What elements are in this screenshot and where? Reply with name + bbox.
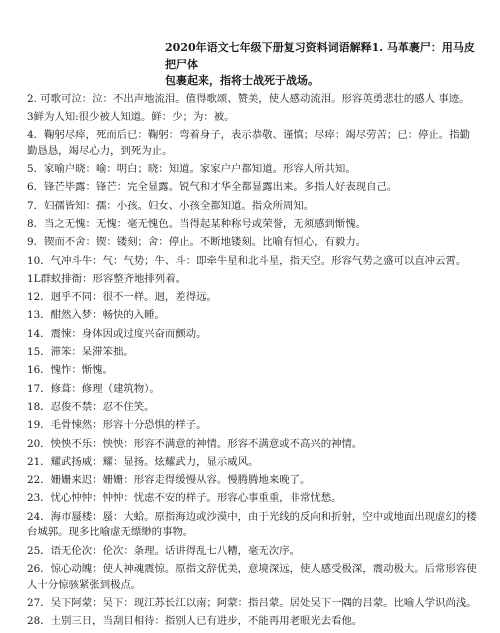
list-item: 2. 可歌可泣：泣：不出声地流泪。值得歌颂、赞美，使人感动流泪。形容英勇悲壮的感人 事迹。 — [27, 92, 470, 105]
list-item: 17．修葺：修理（建筑物）。 — [27, 382, 160, 395]
list-item: 6．锋芒毕露：锋芒：完全显露。锐气和才华全都显露出来。多指人好表现自己。 — [27, 181, 398, 194]
list-item: 16．愧怍：惭愧。 — [27, 364, 113, 377]
list-item: 4．鞠躬尽瘁，死而后已：鞠躬：弯着身子，表示恭敬、谨慎；尽瘁：竭尽劳苦；已：停止。指勤勤恳恳，竭尽心力，到死为止。 — [27, 129, 471, 157]
list-item: 1L群蚁排衙：形容整齐地排列着。 — [27, 272, 186, 285]
list-item: 10．气冲斗牛：气：气势；牛、斗：即牵牛星和北斗星，指天空。形容气势之盛可以直冲云霄。 — [27, 254, 467, 267]
list-item: 25．语无伦次：伦次：条理。话讲得乱七八糟，毫无次序。 — [27, 544, 300, 557]
document-page — [27, 40, 479, 633]
list-item: 24．海市蜃楼：蜃：大蛤。原指海边或沙漠中，由于光线的反向和折射，空中或地面出现虚幻的楼台城郭。现多比喻虚无缥缈的事物。 — [27, 510, 477, 539]
list-item: 3鲜为人知:很少被人知道。鲜：少；为：被。 — [27, 110, 235, 123]
list-item: 23．忧心忡忡：忡忡：忧虑不安的样子。形容心事重重，非常忧愁。 — [27, 492, 342, 505]
list-item: 28．士别三日，当刮目相待：指别人已有进步，不能再用老眼光去看他。 — [27, 615, 363, 628]
list-item: 14．震悚：身体因或过度兴奋而颤动。 — [27, 327, 207, 340]
list-item: 9．锲而不舍：锲：镂刻；舍：停止。不断地镂刻。比喻有恒心，有毅力。 — [27, 236, 367, 249]
list-item: 27．吴下阿蒙：吴下：现江苏长江以南；阿蒙：指吕蒙。居处吴下一隅的吕蒙。比喻人学识尚浅。 — [27, 597, 477, 610]
list-item: 20．怏怏不乐：怏怏：形容不满意的神情。形容不满意或不高兴的神情。 — [27, 437, 363, 450]
list-item: 18．忍俊不禁：忍不住笑。 — [27, 400, 155, 413]
list-item: 5．家喻户晓：喻：明白；晓：知道。家家户户都知道。形容人所共知。 — [27, 163, 356, 176]
list-item: 26．惊心动魄：使人神魂震惊。原指文辞优美，意境深远，使人感受极深，震动极大。后常形容使人十分惊骇紧张到极点。 — [27, 563, 477, 591]
list-item: 19．毛骨悚然：形容十分恐惧的样子。 — [27, 419, 207, 432]
list-item: 21．耀武扬威：耀：显扬。炫耀武力，显示威风。 — [27, 455, 259, 468]
list-item: 13．酣然入梦：畅快的入睡。 — [27, 309, 165, 322]
list-item: 22．姗姗来迟：姗姗：形容走得缓慢从容。慢腾腾地来晚了。 — [27, 474, 311, 487]
list-item: 8．当之无愧：无愧：毫无愧色。当得起某种称号或荣誉，无须感到惭愧。 — [27, 217, 367, 230]
list-item: 12．迥乎不同：很不一样。迥，差得远。 — [27, 291, 217, 304]
list-item: 15．滞笨：呆滞笨拙。 — [27, 346, 134, 359]
list-item: 7．妇孺皆知：孺：小孩。妇女、小孩全都知道。指众所周知。 — [27, 199, 315, 212]
vocabulary-list — [27, 92, 479, 631]
document-title: 2020年语文七年级下册复习资料词语解释1. 马革裹尸：用马皮把尸体 包裹起来，指将士战死于战场。 — [165, 41, 475, 87]
